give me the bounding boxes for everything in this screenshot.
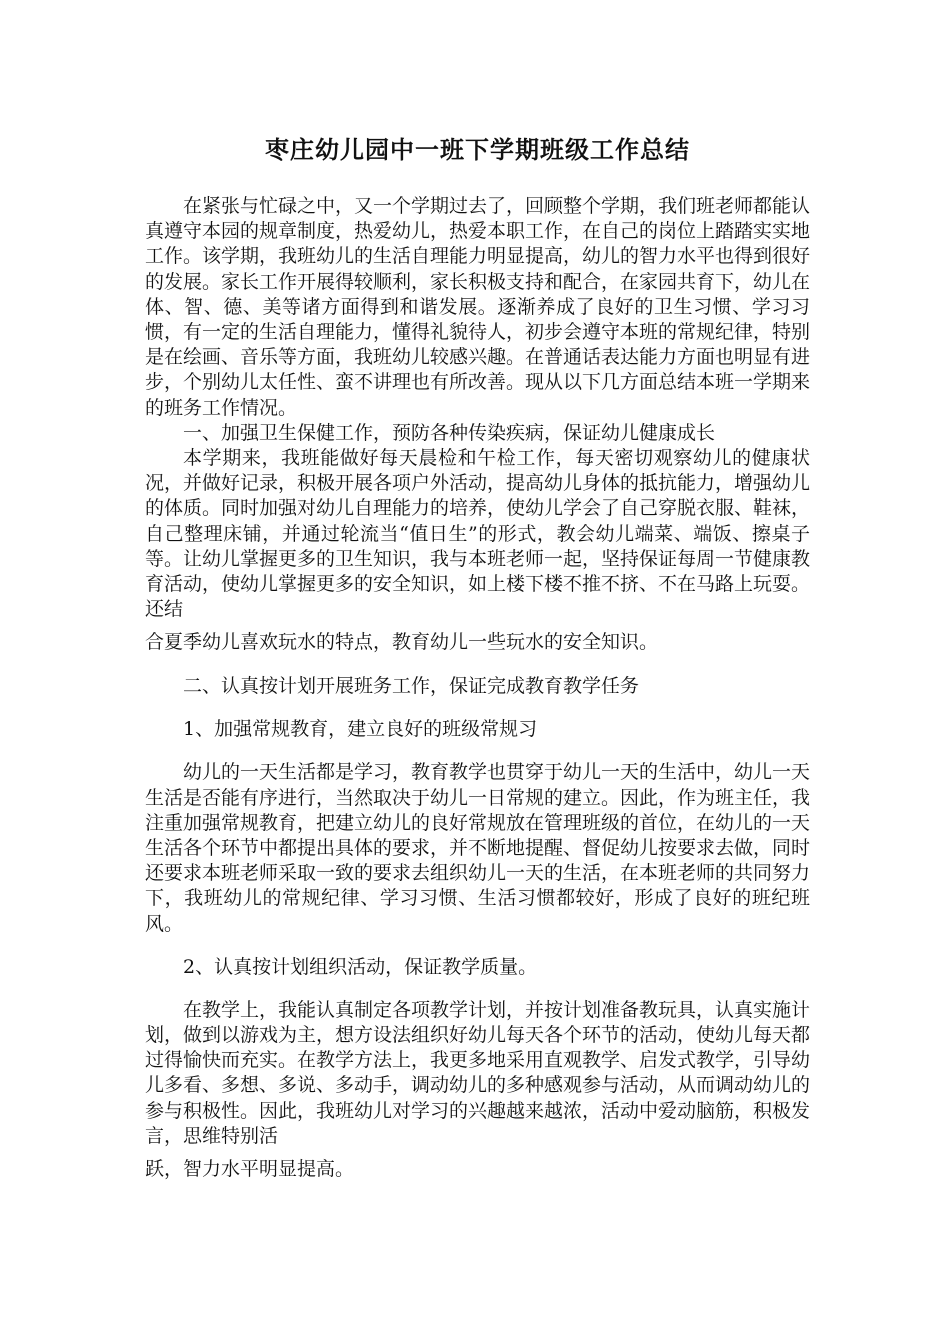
subsection2-paragraph-tail: 跃，智力水平明显提高。 <box>145 1158 355 1181</box>
section1-paragraph: 本学期来，我班能做好每天晨检和午检工作，每天密切观察幼儿的健康状况，并做好记录，积极开展各项户外活动，提高幼儿身体的抵抗能力，增强幼儿的体质。同时加强对幼儿自理能力的培养，使幼儿学会了自己穿脱衣服、鞋袜，自己整理床铺，并通过轮流当“值日生”的形式，教会幼儿端菜、端饭、擦桌子等。让幼儿掌握更多的卫生知识，我与本班老师一起，坚持保证每周一节健康教育活动，使幼儿掌握更多的安全知识，如上楼下楼不推不挤、不在马路上玩耍。还结 <box>145 447 811 621</box>
document-title: 枣庄幼儿园中一班下学期班级工作总结 <box>265 136 690 164</box>
document-page <box>145 130 810 1185</box>
intro-paragraph: 在紧张与忙碌之中，又一个学期过去了，回顾整个学期，我们班老师都能认真遵守本园的规章制度，热爱幼儿，热爱本职工作，在自己的岗位上踏踏实实地工作。该学期，我班幼儿的生活自理能力明显提高，幼儿的智力水平也得到很好的发展。家长工作开展得较顺利，家长积极支持和配合，在家园共育下，幼儿在体、智、德、美等诸方面得到和谐发展。逐渐养成了良好的卫生习惯、学习习惯，有一定的生活自理能力，懂得礼貌待人，初步会遵守本班的常规纪律，特别是在绘画、音乐等方面，我班幼儿较感兴趣。在普通话表达能力方面也明显有进步，个别幼儿太任性、蛮不讲理也有所改善。现从以下几方面总结本班一学期来的班务工作情况。 <box>145 195 811 419</box>
section1-paragraph-tail: 合夏季幼儿喜欢玩水的特点，教育幼儿一些玩水的安全知识。 <box>145 631 659 654</box>
section1-heading: 一、加强卫生保健工作，预防各种传染疾病，保证幼儿健康成长 <box>183 421 716 444</box>
subsection2-heading: 2、认真按计划组织活动，保证教学质量。 <box>183 955 538 978</box>
section2-heading: 二、认真按计划开展班务工作，保证完成教育教学任务 <box>183 675 640 698</box>
subsection1-heading: 1、加强常规教育，建立良好的班级常规习 <box>183 718 538 741</box>
subsection2-paragraph: 在教学上，我能认真制定各项教学计划，并按计划准备教玩具，认真实施计划，做到以游戏为主，想方设法组织好幼儿每天各个环节的活动，使幼儿每天都过得愉快而充实。在教学方法上，我更多地采用直观教学、启发式教学，引导幼儿多看、多想、多说、多动手，调动幼儿的多种感观参与活动，从而调动幼儿的参与积极性。因此，我班幼儿对学习的兴趣越来越浓，活动中爱动脑筋，积极发言，思维特别活 <box>145 998 811 1147</box>
subsection1-paragraph: 幼儿的一天生活都是学习，教育教学也贯穿于幼儿一天的生活中，幼儿一天生活是否能有序进行，当然取决于幼儿一日常规的建立。因此，作为班主任，我注重加强常规教育，把建立幼儿的良好常规放在管理班级的首位，在幼儿的一天生活各个环节中都提出具体的要求，并不断地提醒、督促幼儿按要求去做，同时还要求本班老师采取一致的要求去组织幼儿一天的生活，在本班老师的共同努力下，我班幼儿的常规纪律、学习习惯、生活习惯都较好，形成了良好的班纪班风。 <box>145 761 811 935</box>
